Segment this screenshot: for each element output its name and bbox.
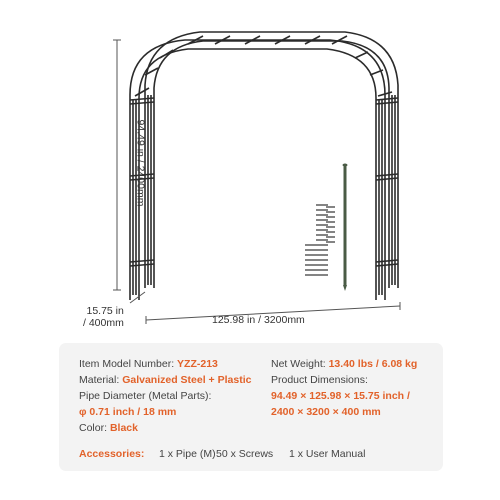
depth-dimension-line2: / 400mm bbox=[83, 317, 124, 329]
color-value: Black bbox=[109, 422, 138, 434]
product-dimensions-value-2: 2400 × 3200 × 400 mm bbox=[271, 406, 381, 418]
stake-pipe bbox=[343, 164, 348, 292]
material-row bbox=[79, 373, 251, 387]
pipe-diameter-value: φ 0.71 inch / 18 mm bbox=[79, 406, 177, 418]
specifications-panel bbox=[59, 343, 443, 471]
model-number-value: YZZ-213 bbox=[177, 358, 218, 370]
height-dimension-label: 94.49 in / 2400mm bbox=[134, 119, 147, 207]
arch-front-outer bbox=[130, 40, 385, 300]
width-dimension-label: 125.98 in / 3200mm bbox=[212, 314, 305, 326]
color-label: Color: bbox=[79, 422, 110, 434]
screws-illustration bbox=[305, 205, 335, 275]
material-label: Material: bbox=[79, 374, 123, 386]
color-row bbox=[79, 421, 138, 435]
net-weight-row bbox=[271, 357, 417, 371]
model-number-label: Item Model Number: bbox=[79, 358, 178, 370]
arch-front-inner bbox=[139, 49, 376, 300]
accessories-row bbox=[79, 447, 144, 461]
depth-dimension-label bbox=[83, 305, 124, 329]
net-weight-label: Net Weight: bbox=[271, 358, 329, 370]
accessory-item: 50 x Screws bbox=[216, 448, 274, 460]
model-number-row bbox=[79, 357, 218, 371]
depth-dimension-line1: 15.75 in bbox=[86, 305, 124, 317]
accessories-label: Accessories: bbox=[79, 448, 145, 460]
accessory-item: 1 x Pipe (M) bbox=[159, 448, 216, 460]
arch-back-outer bbox=[145, 32, 398, 288]
net-weight-value: 13.40 lbs / 6.08 kg bbox=[328, 358, 418, 370]
dimension-lines bbox=[113, 40, 400, 324]
accessory-item: 1 x User Manual bbox=[289, 448, 366, 460]
material-value: Galvanized Steel + Plastic bbox=[122, 374, 252, 386]
arch-back-inner bbox=[154, 41, 389, 288]
product-dimensions-value-1: 94.49 × 125.98 × 15.75 inch / bbox=[271, 390, 410, 402]
product-dimensions-label: Product Dimensions: bbox=[271, 374, 368, 386]
pipe-diameter-label: Pipe Diameter (Metal Parts): bbox=[79, 390, 212, 402]
